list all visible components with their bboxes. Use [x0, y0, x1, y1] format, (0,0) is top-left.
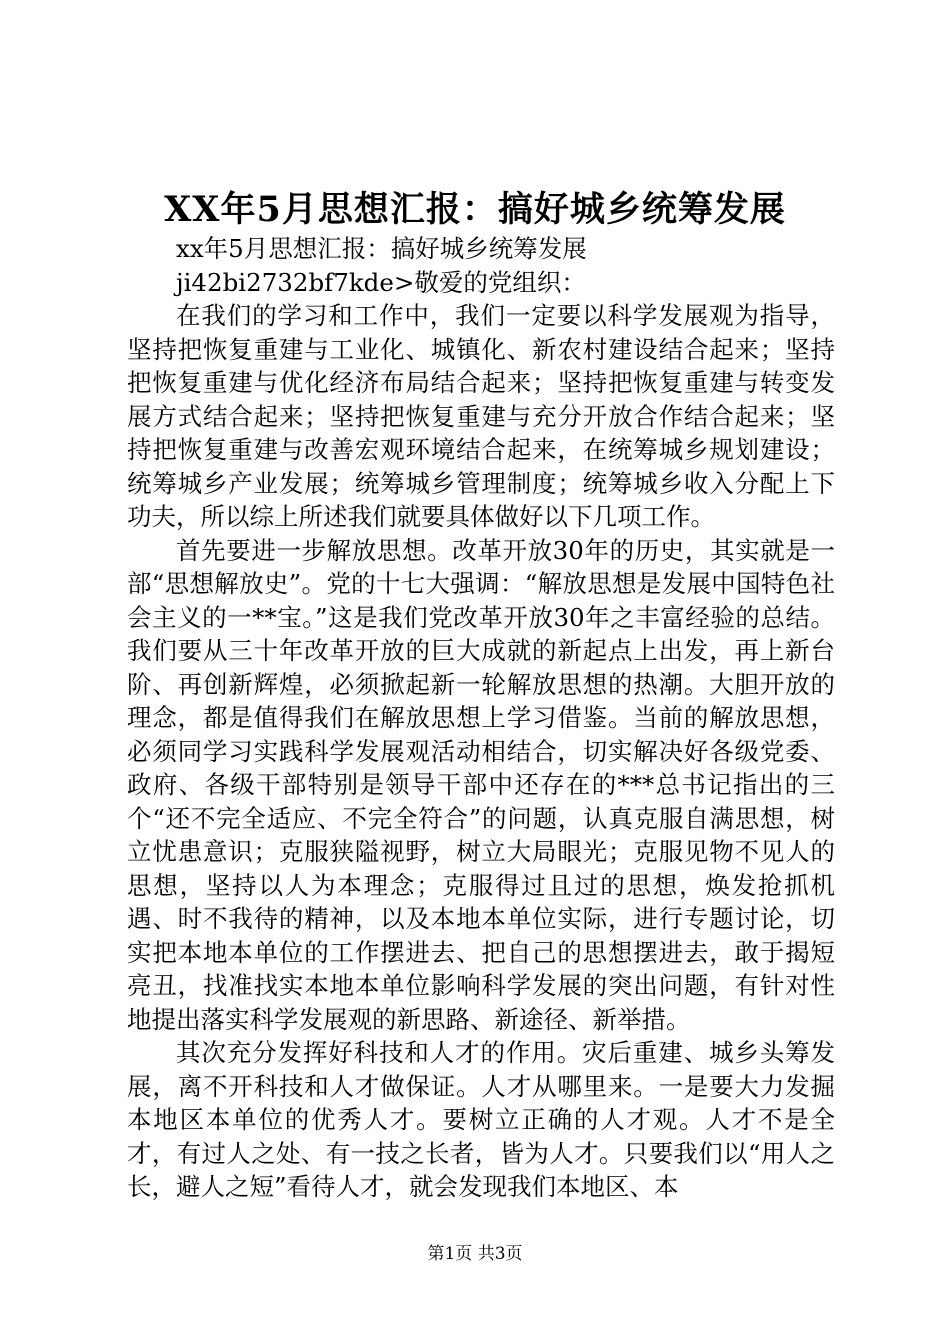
salutation: ji42bi2732bf7kde>敬爱的党组织：	[176, 267, 586, 297]
document-title: XX年5月思想汇报：搞好城乡统筹发展	[164, 189, 786, 230]
document-subtitle: xx年5月思想汇报：搞好城乡统筹发展	[176, 234, 587, 263]
paragraph-3: 其次充分发挥好科技和人才的作用。灾后重建、城乡头筹发展，离不开科技和人才做保证。人才从哪里来。一是要大力发掘本地区本单位的优秀人才。要树立正确的人才观。人才不是全才，有过人之处、有一技之长者，皆为人才。只要我们以“用人之长，避人之短”看待人才，就会发现我们本地区、本	[127, 1038, 835, 1201]
paragraph-2: 首先要进一步解放思想。改革开放30年的历史，其实就是一部“思想解放史”。党的十七大强调：“解放思想是发展中国特色社会主义的一**宝。”这是我们党改革开放30年之丰富经验的总结。我们要从三十年改革开放的巨大成就的新起点上出发，再上新台阶、再创新辉煌，必须掀起新一轮解放思想的热潮。大胆开放的理念，都是值得我们在解放思想上学习借鉴。当前的解放思想，必须同学习实践科学发展观活动相结合，切实解决好各级党委、政府、各级干部特别是领导干部中还存在的***总书记指出的三个“还不完全适应、不完全符合”的问题，认真克服自满思想，树立忧患意识；克服狭隘视野，树立大局眼光；克服见物不见人的思想，坚持以人为本理念；克服得过且过的思想，焕发抢抓机遇、时不我待的精神，以及本地本单位实际，进行专题讨论，切实把本地本单位的工作摆进去、把自己的思想摆进去，敢于揭短亮丑，找准找实本地本单位影响科学发展的突出问题，有针对性地提出落实科学发展观的新思路、新途径、新举措。	[127, 535, 835, 1034]
page-footer: 第1页 共3页	[427, 1244, 523, 1264]
document-body	[127, 232, 835, 1204]
paragraph-1: 在我们的学习和工作中，我们一定要以科学发展观为指导，坚持把恢复重建与工业化、城镇化、新农村建设结合起来；坚持把恢复重建与优化经济布局结合起来；坚持把恢复重建与转变发展方式结合起来；坚持把恢复重建与充分开放合作结合起来；坚持把恢复重建与改善宏观环境结合起来，在统筹城乡规划建设；统筹城乡产业发展；统筹城乡管理制度；统筹城乡收入分配上下功夫，所以综上所述我们就要具体做好以下几项工作。	[127, 301, 835, 531]
